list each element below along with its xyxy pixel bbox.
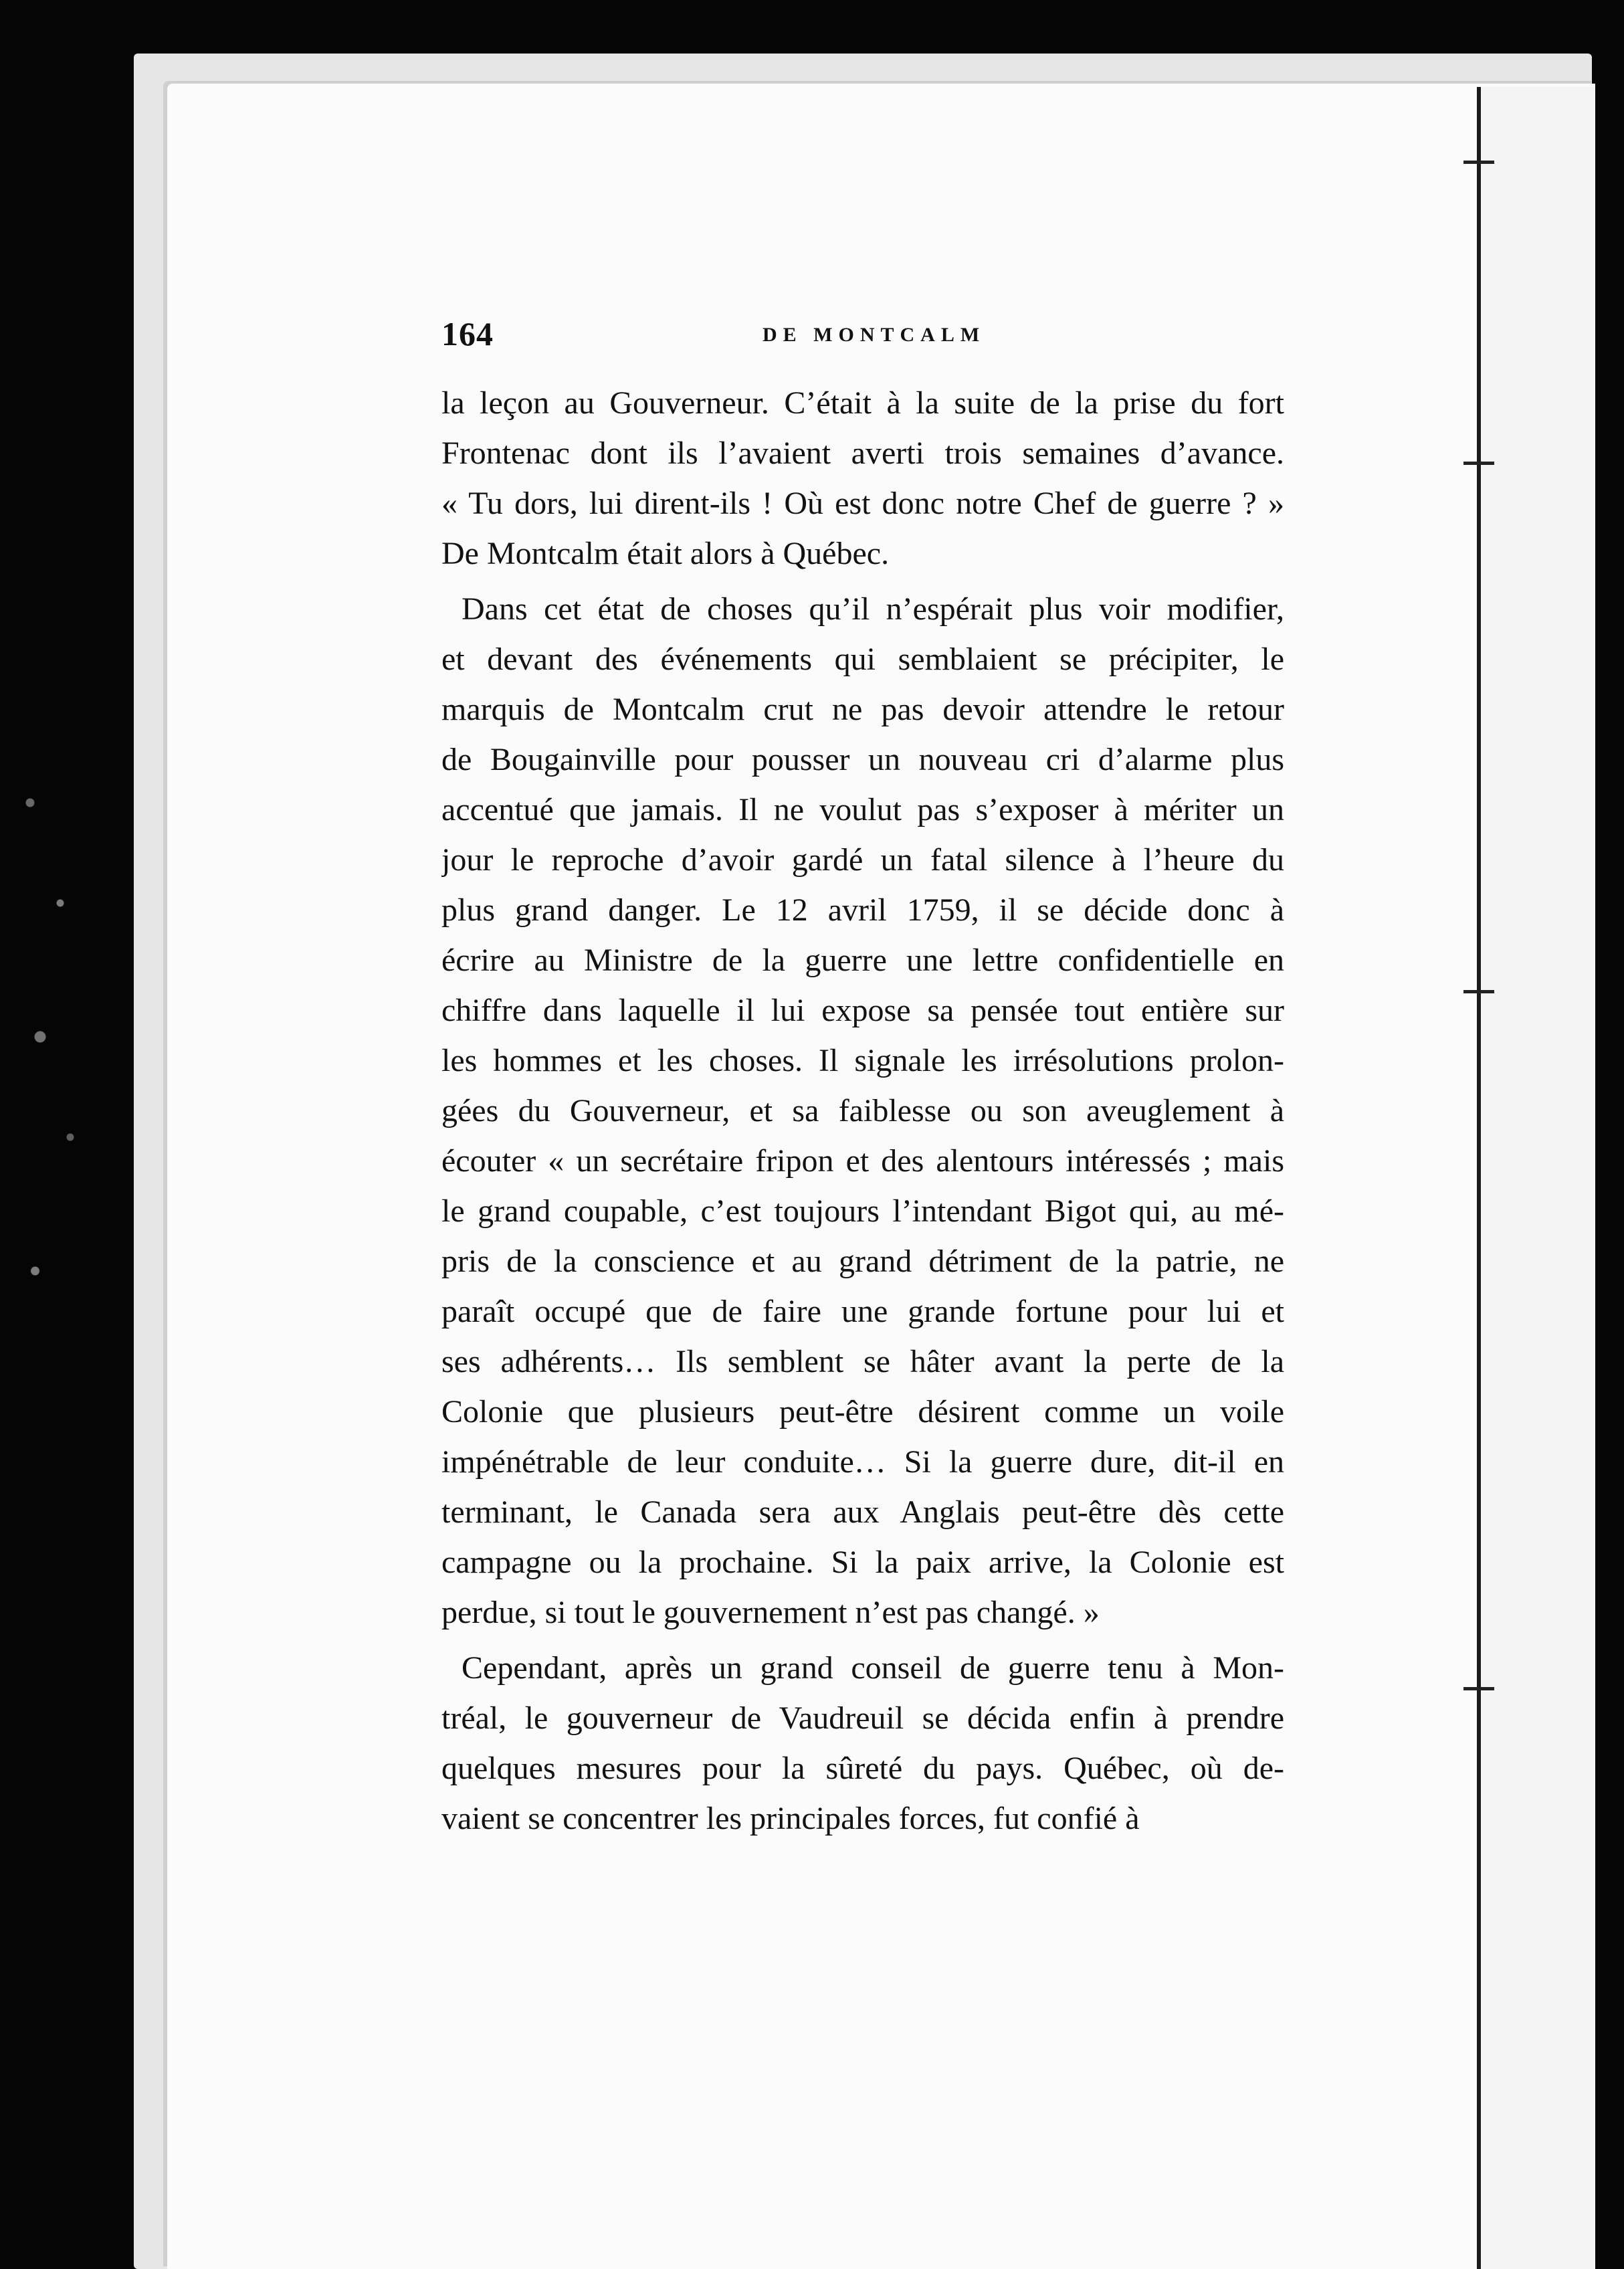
gutter-tick [1463, 990, 1494, 993]
text-line: perdue, si tout le gouvernement n’est pas changé. » [441, 1595, 1100, 1630]
text-line: terminant, le Canada sera aux Anglais peut-être dès cette [441, 1494, 1284, 1530]
text-line: quelques mesures pour la sûreté du pays. Québec, où de- [441, 1751, 1284, 1786]
text-line: accentué que jamais. Il ne voulut pas s’exposer à mériter un [441, 792, 1284, 827]
paragraph [441, 1643, 1284, 1844]
facing-page-strip [1481, 87, 1595, 2269]
text-line: impénétrable de leur conduite… Si la guerre dure, dit-il en [441, 1444, 1284, 1480]
text-line: ses adhérents… Ils semblent se hâter avant la perte de la [441, 1344, 1284, 1379]
text-line: les hommes et les choses. Il signale les irrésolutions prolon- [441, 1043, 1284, 1078]
text-line: paraît occupé que de faire une grande fortune pour lui et [441, 1294, 1284, 1329]
text-line: tréal, le gouverneur de Vaudreuil se décida enfin à prendre [441, 1700, 1284, 1736]
text-line: plus grand danger. Le 12 avril 1759, il se décide donc à [441, 892, 1284, 928]
page-number: 164 [441, 315, 494, 353]
gutter-tick [1463, 1687, 1494, 1690]
text-line: pris de la conscience et au grand détriment de la patrie, ne [441, 1244, 1284, 1279]
text-line: écrire au Ministre de la guerre une lettre confidentielle en [441, 943, 1284, 978]
paragraph [441, 378, 1284, 579]
text-line: écouter « un secrétaire fripon et des alentours intéressés ; mais [441, 1143, 1284, 1179]
running-title: DE MONTCALM [763, 324, 986, 346]
text-line: « Tu dors, lui dirent-ils ! Où est donc notre Chef de guerre ? » [441, 486, 1284, 521]
text-line: vaient se concentrer les principales forces, fut confié à [441, 1801, 1140, 1836]
text-line: marquis de Montcalm crut ne pas devoir attendre le retour [441, 692, 1284, 727]
text-line: De Montcalm était alors à Québec. [441, 536, 890, 571]
running-header [441, 314, 1284, 361]
text-line: de Bougainville pour pousser un nouveau cri d’alarme plus [441, 742, 1284, 777]
text-line: Dans cet état de choses qu’il n’espérait plus voir modifier, [462, 591, 1284, 627]
text-line: la leçon au Gouverneur. C’était à la suite de la prise du fort [441, 385, 1284, 421]
paragraph [441, 584, 1284, 1638]
text-line: Colonie que plusieurs peut-être désirent comme un voile [441, 1394, 1284, 1429]
gutter-tick [1463, 161, 1494, 164]
text-line: campagne ou la prochaine. Si la paix arrive, la Colonie est [441, 1545, 1284, 1580]
text-line: Frontenac dont ils l’avaient averti trois semaines d’avance. [441, 435, 1284, 471]
text-line: Cependant, après un grand conseil de guerre tenu à Mon- [462, 1650, 1284, 1686]
scan-artifact [0, 736, 100, 1405]
text-line: le grand coupable, c’est toujours l’intendant Bigot qui, au mé- [441, 1193, 1284, 1229]
gutter-tick [1463, 462, 1494, 465]
text-line: jour le reproche d’avoir gardé un fatal silence à l’heure du [441, 842, 1284, 878]
text-line: et devant des événements qui semblaient se précipiter, le [441, 642, 1284, 677]
text-line: gées du Gouverneur, et sa faiblesse ou son aveuglement à [441, 1093, 1284, 1128]
body-text [441, 378, 1284, 1844]
text-line: chiffre dans laquelle il lui expose sa pensée tout entière sur [441, 993, 1284, 1028]
